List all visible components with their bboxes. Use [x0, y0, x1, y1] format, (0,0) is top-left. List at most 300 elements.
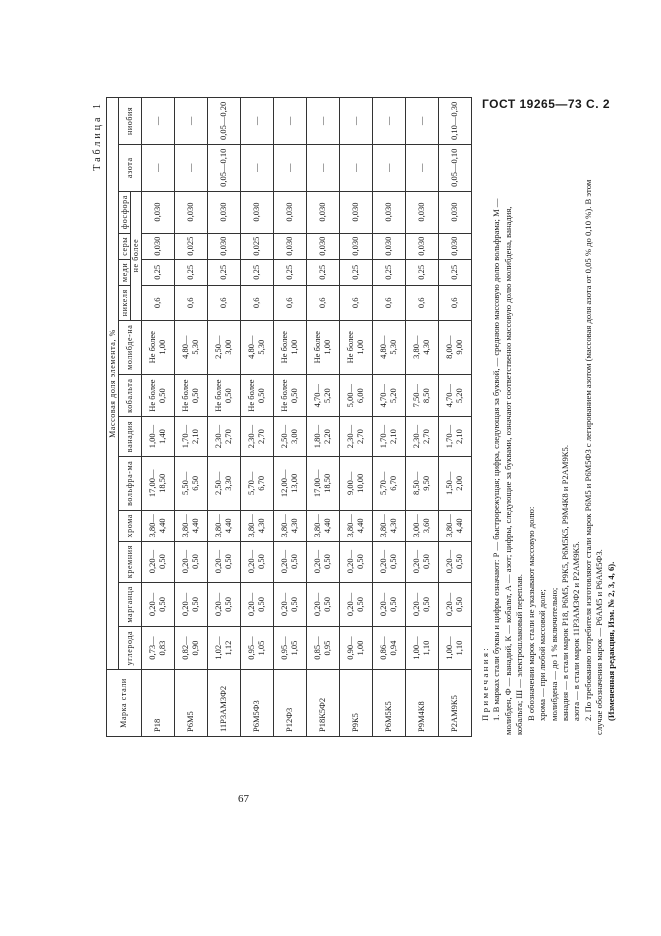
value-cell-co — [240, 374, 273, 417]
value-cell-mn — [372, 582, 405, 627]
value-part: 3,80— — [344, 514, 355, 538]
note-line: В обозначении марок стали не указывают массовую долю: — [525, 506, 536, 721]
value-part: 1,12 — [222, 640, 233, 656]
value-cell-ni: 0,6 — [174, 285, 207, 320]
value-part: 1,10 — [453, 640, 464, 656]
value-cell-co — [438, 374, 471, 417]
value-part: 4,30 — [288, 518, 299, 534]
value-part: 0,50 — [288, 596, 299, 612]
value-cell-mo — [240, 320, 273, 374]
note-line: молибден, Ф — ванадий, К — кобальт, А — азот; цифры, следующие за буквами, означают соответственно массовую долю молибдена, ванадия, — [502, 206, 513, 735]
value-cell-n: — — [372, 144, 405, 191]
value-part: 9,00 — [453, 339, 464, 355]
value-part: 3,00 — [288, 429, 299, 444]
value-part: 0,20— — [278, 592, 289, 617]
value-part: 2,70 — [222, 429, 233, 444]
value-cell-cu: 0,25 — [174, 259, 207, 285]
col-header: углерода — [119, 627, 141, 670]
value-cell-c — [273, 627, 306, 670]
value-cell-w — [141, 456, 174, 510]
value-cell-w — [240, 456, 273, 510]
value-part: 5,30 — [255, 339, 266, 355]
value-cell-w — [339, 456, 372, 510]
value-cell-mn — [141, 582, 174, 627]
value-part: 0,85— — [311, 636, 322, 660]
value-cell-ni: 0,6 — [273, 285, 306, 320]
value-part: 6,70 — [387, 475, 398, 491]
value-part: 0,50 — [420, 554, 431, 570]
value-part: 0,73— — [146, 636, 157, 660]
value-part: 0,20— — [179, 549, 190, 574]
value-cell-c — [339, 627, 372, 670]
value-cell-ni: 0,6 — [141, 285, 174, 320]
value-part: Не более — [278, 331, 289, 364]
value-cell-ni: 0,6 — [438, 285, 471, 320]
col-header: молибде-на — [119, 320, 141, 374]
value-part: 7,50— — [410, 383, 421, 408]
note-line: случае обозначения марок — Р6АМ5 и Р6АМ5Ф3. — [594, 549, 605, 735]
value-cell-mn — [405, 582, 438, 627]
value-cell-s: 0,025 — [240, 233, 273, 259]
value-cell-c — [174, 627, 207, 670]
value-part: 1,00 — [354, 640, 365, 656]
value-part: 0,50 — [255, 596, 266, 612]
value-part: 6,70 — [255, 475, 266, 491]
value-part: 0,20— — [311, 549, 322, 574]
value-cell-mn — [207, 582, 240, 627]
value-cell-v — [207, 417, 240, 456]
value-part: 0,20— — [443, 592, 454, 617]
col-header: ванадия — [119, 417, 141, 456]
revision-note: (Измененная редакция, Изм. № 2, 3, 4, 6). — [605, 561, 616, 721]
value-part: 0,20— — [443, 549, 454, 574]
value-cell-n: 0,05—0,10 — [438, 144, 471, 191]
value-part: 0,50 — [354, 554, 365, 570]
value-part: 0,20— — [146, 549, 157, 574]
value-cell-p: 0,030 — [273, 191, 306, 233]
value-cell-v — [438, 417, 471, 456]
value-part: 0,50 — [387, 596, 398, 612]
value-cell-nb: — — [174, 98, 207, 145]
table-row — [306, 98, 339, 737]
value-part: 13,00 — [288, 473, 299, 493]
value-part: 3,80— — [212, 514, 223, 538]
grade-cell: Р2АМ9К5 — [438, 670, 471, 737]
value-part: 0,50 — [255, 388, 266, 404]
value-part: 0,20— — [410, 549, 421, 574]
value-part: 0,20— — [344, 592, 355, 617]
page-number: 67 — [238, 793, 249, 805]
value-cell-s: 0,025 — [174, 233, 207, 259]
value-part: 18,50 — [321, 473, 332, 493]
value-part: 1,00— — [410, 636, 421, 660]
value-part: 1,00 — [354, 339, 365, 355]
value-cell-si — [141, 541, 174, 582]
value-cell-mn — [240, 582, 273, 627]
value-part: 0,20— — [146, 592, 157, 617]
value-cell-p: 0,030 — [141, 191, 174, 233]
value-part: 0,50 — [420, 596, 431, 612]
value-part: 3,80— — [443, 514, 454, 538]
grade-cell: Р18К5Ф2 — [306, 670, 339, 737]
value-cell-cu: 0,25 — [207, 259, 240, 285]
value-cell-si — [273, 541, 306, 582]
value-part: 0,20— — [377, 592, 388, 617]
note-line: 2. По требованию потребителя изготовляют стали марок Р6М5 и Р6М5Ф3 с легированием азотом (массовая доля азота от 0,05 % до 0,10 %). В этом — [582, 179, 593, 721]
value-part: 0,20— — [212, 592, 223, 617]
col-header: кремния — [119, 541, 141, 582]
value-cell-c — [405, 627, 438, 670]
value-part: 2,30— — [410, 424, 421, 449]
value-part: 0,50 — [288, 554, 299, 570]
value-part: 9,50 — [420, 475, 431, 491]
composition-table — [106, 97, 472, 737]
value-cell-si — [240, 541, 273, 582]
value-cell-s: 0,030 — [306, 233, 339, 259]
value-part: 4,70— — [377, 383, 388, 408]
col-header: вольфра-ма — [119, 456, 141, 510]
value-part: 2,50— — [278, 424, 289, 449]
value-cell-w — [405, 456, 438, 510]
value-part: 1,05 — [255, 640, 266, 656]
table-row — [240, 98, 273, 737]
value-part: 0,20— — [311, 592, 322, 617]
value-part: 2,70 — [354, 429, 365, 444]
value-cell-nb: — — [240, 98, 273, 145]
value-part: 3,80— — [410, 335, 421, 359]
value-cell-mn — [438, 582, 471, 627]
value-part: 3,80— — [146, 514, 157, 538]
value-part: Не более — [278, 379, 289, 412]
value-cell-p: 0,030 — [240, 191, 273, 233]
notes-block — [480, 99, 617, 735]
col-header: кобальта — [119, 374, 141, 417]
value-part: Не более — [212, 379, 223, 412]
value-part: 0,50 — [387, 554, 398, 570]
value-cell-cu: 0,25 — [405, 259, 438, 285]
value-part: 1,40 — [156, 429, 167, 444]
value-part: 0,50 — [222, 388, 233, 404]
value-cell-cr — [372, 510, 405, 541]
value-cell-c — [141, 627, 174, 670]
value-part: 0,50 — [156, 388, 167, 404]
value-cell-cu: 0,25 — [372, 259, 405, 285]
value-part: 2,30— — [344, 424, 355, 449]
value-cell-cr — [438, 510, 471, 541]
grade-cell: Р6М5К5 — [372, 670, 405, 737]
value-cell-co — [273, 374, 306, 417]
value-part: 3,80— — [278, 514, 289, 538]
value-cell-nb: — — [339, 98, 372, 145]
value-part: 0,50 — [156, 554, 167, 570]
table-row — [207, 98, 240, 737]
value-cell-w — [207, 456, 240, 510]
value-cell-v — [174, 417, 207, 456]
table-row — [273, 98, 306, 737]
value-cell-p: 0,030 — [339, 191, 372, 233]
value-part: 0,50 — [321, 596, 332, 612]
value-cell-cr — [207, 510, 240, 541]
value-cell-w — [438, 456, 471, 510]
value-cell-mo — [405, 320, 438, 374]
value-cell-v — [405, 417, 438, 456]
value-cell-cu: 0,25 — [141, 259, 174, 285]
table-row — [405, 98, 438, 737]
value-cell-si — [405, 541, 438, 582]
value-part: 3,80— — [377, 514, 388, 538]
value-cell-nb: — — [141, 98, 174, 145]
col-header: хрома — [119, 510, 141, 541]
value-cell-mn — [339, 582, 372, 627]
value-part: 0,90 — [189, 640, 200, 656]
value-part: 1,80— — [311, 424, 322, 449]
value-part: 0,20— — [245, 592, 256, 617]
value-part: 0,50 — [189, 388, 200, 404]
value-cell-cu: 0,25 — [339, 259, 372, 285]
value-part: 2,50— — [212, 471, 223, 495]
value-part: 2,30— — [212, 424, 223, 449]
value-cell-co — [306, 374, 339, 417]
value-cell-mo — [306, 320, 339, 374]
note-line: кобальта; Ш — электрошлаковый переплав. — [514, 574, 525, 735]
value-part: Не более — [146, 331, 157, 364]
value-cell-nb: — — [306, 98, 339, 145]
value-part: 3,60 — [420, 518, 431, 534]
value-part: 2,30— — [245, 424, 256, 449]
value-cell-nb: — — [372, 98, 405, 145]
value-cell-v — [372, 417, 405, 456]
value-cell-v — [273, 417, 306, 456]
value-cell-p: 0,030 — [405, 191, 438, 233]
value-cell-co — [207, 374, 240, 417]
grade-cell: 11Р3АМ3Ф2 — [207, 670, 240, 737]
value-part: 4,30 — [420, 339, 431, 355]
value-part: 3,30 — [222, 475, 233, 491]
value-cell-si — [372, 541, 405, 582]
value-cell-mo — [372, 320, 405, 374]
value-part: 5,50— — [179, 471, 190, 495]
value-cell-n: — — [273, 144, 306, 191]
notes-title: Примечания: — [480, 645, 490, 721]
value-part: 4,80— — [377, 335, 388, 359]
value-cell-cr — [141, 510, 174, 541]
value-part: 2,10 — [387, 429, 398, 444]
value-part: 5,20 — [387, 388, 398, 404]
value-cell-cr — [174, 510, 207, 541]
value-part: Не более — [344, 331, 355, 364]
value-cell-w — [174, 456, 207, 510]
value-cell-nb: 0,05—0,20 — [207, 98, 240, 145]
value-part: 1,50— — [443, 471, 454, 495]
value-part: 0,50 — [156, 596, 167, 612]
value-part: 0,20— — [278, 549, 289, 574]
value-part: 17,00— — [311, 469, 322, 498]
value-cell-p: 0,030 — [174, 191, 207, 233]
value-part: 5,70— — [245, 471, 256, 495]
note-line: ванадия — в стали марок Р18, Р6М5, Р9К5, Р6М5К5, Р9М4К8 и Р2АМ9К5. — [559, 445, 570, 721]
value-cell-ni: 0,6 — [372, 285, 405, 320]
col-header: фосфора — [119, 191, 131, 233]
note-line: азота — в стали марок 11Р3АМ3Ф2 и Р2АМ9К5. — [571, 541, 582, 721]
value-cell-n: — — [306, 144, 339, 191]
value-cell-c — [207, 627, 240, 670]
value-cell-s: 0,030 — [141, 233, 174, 259]
value-part: 3,80— — [311, 514, 322, 538]
col-header: марганца — [119, 582, 141, 627]
value-cell-cu: 0,25 — [240, 259, 273, 285]
value-part: 3,00 — [222, 339, 233, 355]
value-part: 2,50— — [212, 335, 223, 359]
value-part: 17,00— — [146, 469, 157, 498]
value-part: 4,70— — [311, 383, 322, 408]
value-part: 0,50 — [255, 554, 266, 570]
value-cell-c — [372, 627, 405, 670]
document-header: ГОСТ 19265—73 С. 2 — [482, 97, 611, 111]
value-cell-n: 0,05—0,10 — [207, 144, 240, 191]
value-part: 4,40 — [354, 518, 365, 534]
value-part: 2,20 — [321, 429, 332, 444]
value-part: 5,20 — [321, 388, 332, 404]
value-cell-mo — [207, 320, 240, 374]
value-cell-s: 0,030 — [372, 233, 405, 259]
value-cell-mo — [438, 320, 471, 374]
table-row — [339, 98, 372, 737]
value-part: 8,00— — [443, 335, 454, 359]
value-part: 1,10 — [420, 640, 431, 656]
value-part: 0,95— — [278, 636, 289, 660]
value-part: 0,95— — [245, 636, 256, 660]
note-line: 1. В марках стали буквы и цифры означают: Р — быстрорежущая; цифра, следующая за буквой, — среднюю массовую долю вольфрама; М — — [491, 198, 502, 721]
value-part: 0,50 — [321, 554, 332, 570]
grade-cell: Р18 — [141, 670, 174, 737]
value-part: 1,00— — [146, 424, 157, 449]
value-part: 1,00— — [443, 636, 454, 660]
value-part: 0,50 — [189, 596, 200, 612]
value-cell-ni: 0,6 — [306, 285, 339, 320]
table-row — [438, 98, 471, 737]
value-part: 0,86— — [377, 636, 388, 660]
value-part: 18,50 — [156, 473, 167, 493]
value-cell-p: 0,030 — [438, 191, 471, 233]
value-part: 8,50 — [420, 388, 431, 404]
value-part: 1,00 — [156, 339, 167, 355]
value-part: 0,20— — [410, 592, 421, 617]
rotated-table-block — [92, 97, 622, 737]
value-cell-p: 0,030 — [306, 191, 339, 233]
value-cell-si — [174, 541, 207, 582]
grade-cell: Р9К5 — [339, 670, 372, 737]
value-part: 0,50 — [453, 596, 464, 612]
value-cell-ni: 0,6 — [405, 285, 438, 320]
value-part: 0,20— — [212, 549, 223, 574]
value-part: 12,00— — [278, 469, 289, 498]
value-cell-v — [339, 417, 372, 456]
value-cell-si — [207, 541, 240, 582]
value-cell-s: 0,030 — [273, 233, 306, 259]
value-cell-mo — [273, 320, 306, 374]
value-part: 4,80— — [245, 335, 256, 359]
value-cell-mn — [273, 582, 306, 627]
value-cell-s: 0,030 — [405, 233, 438, 259]
value-cell-mn — [306, 582, 339, 627]
col-header: серы — [119, 233, 131, 259]
value-cell-si — [306, 541, 339, 582]
value-cell-w — [372, 456, 405, 510]
value-cell-n: — — [339, 144, 372, 191]
grade-cell: Р12Ф3 — [273, 670, 306, 737]
value-part: 4,40 — [222, 518, 233, 534]
value-part: 0,20— — [344, 549, 355, 574]
value-cell-cr — [339, 510, 372, 541]
value-part: 1,70— — [443, 424, 454, 449]
value-cell-w — [273, 456, 306, 510]
value-part: 0,95 — [321, 640, 332, 656]
value-cell-n: — — [405, 144, 438, 191]
value-cell-co — [174, 374, 207, 417]
table-row — [141, 98, 174, 737]
table-row — [372, 98, 405, 737]
grade-cell: Р6М5Ф3 — [240, 670, 273, 737]
value-part: 2,10 — [189, 429, 200, 444]
value-cell-s: 0,030 — [438, 233, 471, 259]
value-cell-c — [438, 627, 471, 670]
value-cell-n: — — [174, 144, 207, 191]
value-part: 0,50 — [189, 554, 200, 570]
value-part: 10,00 — [354, 473, 365, 493]
table-row — [174, 98, 207, 737]
value-cell-cr — [240, 510, 273, 541]
value-cell-co — [141, 374, 174, 417]
value-part: 4,40 — [189, 518, 200, 534]
col-header: азота — [119, 144, 141, 191]
value-part: 1,00 — [288, 339, 299, 355]
value-part: 0,50 — [354, 596, 365, 612]
value-part: 3,80— — [179, 514, 190, 538]
value-cell-nb: 0,10—0,30 — [438, 98, 471, 145]
value-part: Не более — [146, 379, 157, 412]
value-cell-co — [405, 374, 438, 417]
value-cell-ni: 0,6 — [339, 285, 372, 320]
value-part: Не более — [245, 379, 256, 412]
value-part: 6,50 — [189, 475, 200, 491]
value-cell-cu: 0,25 — [438, 259, 471, 285]
note-line: молибдена — до 1 % включительно; — [548, 587, 559, 721]
value-part: 1,00 — [321, 339, 332, 355]
value-part: Не более — [311, 331, 322, 364]
value-part: 4,70— — [443, 383, 454, 408]
value-part: 1,70— — [179, 424, 190, 449]
table-label: Таблица 1 — [92, 101, 103, 171]
value-cell-nb: — — [405, 98, 438, 145]
value-part: 4,40 — [321, 518, 332, 534]
value-part: 3,80— — [245, 514, 256, 538]
value-part: 4,40 — [453, 518, 464, 534]
col-grade-header: Марка стали — [107, 670, 142, 737]
value-part: 5,30 — [387, 339, 398, 355]
value-part: 1,05 — [288, 640, 299, 656]
value-part: 6,00 — [354, 388, 365, 404]
value-part: 1,70— — [377, 424, 388, 449]
value-cell-n: — — [141, 144, 174, 191]
value-part: 0,20— — [245, 549, 256, 574]
col-header: ниобия — [119, 98, 141, 145]
note-line: хрома — при любой массовой доле; — [537, 589, 548, 721]
value-cell-s: 0,030 — [339, 233, 372, 259]
value-cell-p: 0,030 — [372, 191, 405, 233]
value-part: 0,94 — [387, 640, 398, 656]
col-header: меди — [119, 259, 131, 285]
not-more-label: не более — [131, 191, 141, 320]
